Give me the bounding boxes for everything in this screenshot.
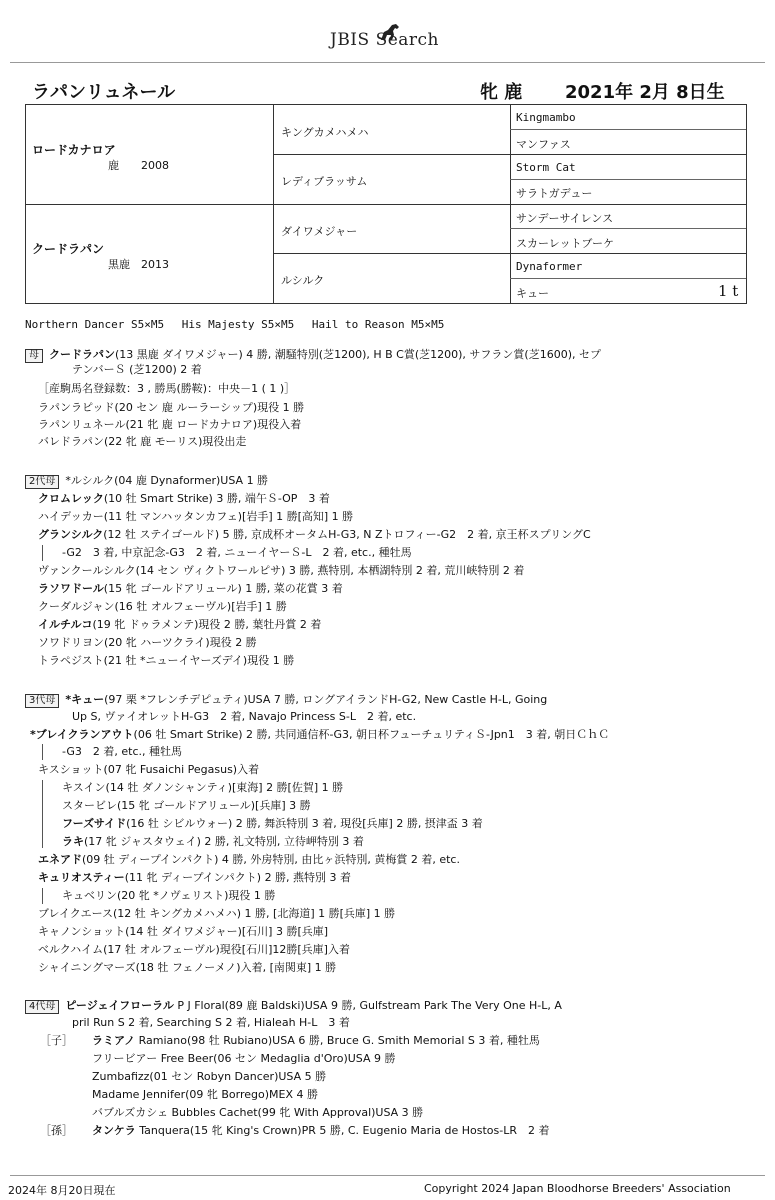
indent-bar	[42, 545, 43, 561]
g4dam-head	[25, 999, 562, 1014]
ggdam-line-text: -G3 2 着, etc., 種牡馬	[62, 745, 183, 758]
g4dam-head-text: P J Floral(89 鹿 Baldski)USA 9 勝, Gulfstream Park The Very One H-L, A	[173, 999, 562, 1012]
gdam-line-text: (12 牡 ステイゴールド) 5 勝, 京成杯オータムH-G3, N Zトロフィー-G2 2 着, 京王杯スプリングC	[103, 528, 591, 541]
gdam-line-text: (15 牝 ゴールドアリュール) 1 勝, 菜の花賞 3 着	[103, 582, 343, 595]
g4dam-line[interactable]	[92, 1088, 318, 1102]
dam-produce-summary: ［産駒馬名登録数：3 , 勝馬(勝鞍)：中央－1 ( 1 )］	[38, 382, 296, 395]
produce-2[interactable]: ラパンリュネール(21 牝 鹿 ロードカナロア)現役入着	[38, 418, 302, 431]
gdam-line[interactable]	[38, 654, 294, 668]
inbreeding-line: Northern Dancer S5×M5 His Majesty S5×M5 Hail to Reason M5×M5	[25, 318, 445, 331]
ggdam-line-bold: エネアド	[38, 853, 82, 866]
ggdam-head-2: Up S, ヴァイオレットH-G3 2 着, Navajo Princess S-L 2 着, etc.	[72, 710, 417, 723]
family-number: 1 t	[718, 282, 739, 300]
ggdam-line-text: シャイニングマーズ(18 牡 フェノーメノ)入着, [南関東] 1 勝	[38, 961, 337, 974]
indent-bar	[42, 780, 43, 848]
sire-name[interactable]: ロードカナロア	[32, 143, 116, 157]
dam-line-1	[25, 348, 601, 363]
g4dam-line[interactable]	[92, 1070, 326, 1084]
ggdam-line[interactable]	[62, 745, 182, 759]
ggdam-line-text: (11 牝 ディープインパクト) 2 勝, 燕特別 3 着	[124, 871, 352, 884]
ggp-4[interactable]: サラトガデュー	[516, 187, 593, 200]
as-of-date: 2024年 8月20日現在	[8, 1184, 116, 1197]
ggdam-line-bold: ラキ	[62, 835, 84, 848]
g4dam-line-bold: ラミアノ	[92, 1034, 136, 1047]
dam-name[interactable]: クードラパン	[32, 242, 105, 256]
dam-dam[interactable]: ルシルク	[281, 274, 325, 287]
gdam-head	[25, 474, 268, 489]
gdam-line[interactable]	[38, 528, 591, 542]
logo-text: JBIS Search	[330, 30, 440, 50]
horse-name: ラパンリュネール	[32, 82, 176, 103]
gdam-line-text: (10 牡 Smart Strike) 3 勝, 端午Ｓ-OP 3 着	[103, 492, 330, 505]
footer-divider	[10, 1175, 765, 1176]
g4dam-line-text: Ramiano(98 牡 Rubiano)USA 6 勝, Bruce G. Smith Memorial S 3 着, 種牡馬	[135, 1034, 540, 1047]
copyright: Copyright 2024 Japan Bloodhorse Breeders' Association	[424, 1182, 731, 1195]
gdam-line[interactable]	[62, 546, 412, 560]
gdam-line-text: ヴァンクールシルク(14 セン ヴィクトワールピサ) 3 勝, 燕特別, 本栖湖特別 2 着, 荒川峡特別 2 着	[38, 564, 525, 577]
ggdam-line[interactable]	[38, 943, 350, 957]
g4dam-line-text: Tanquera(15 牝 King's Crown)PR 5 勝, C. Eugenio Maria de Hostos-LR 2 着	[135, 1124, 550, 1137]
ggdam-line[interactable]	[38, 925, 328, 939]
sex-color: 牝 鹿	[480, 82, 523, 103]
ggdam-line-text: キスショット(07 牝 Fusaichi Pegasus)入着	[38, 763, 260, 776]
g4dam-line-text: バブルズカシェ Bubbles Cachet(99 牝 With Approval)USA 3 勝	[92, 1106, 424, 1119]
gdam-line-text: ソワドリヨン(20 牝 ハーツクライ)現役 2 勝	[38, 636, 257, 649]
pedigree-table	[25, 104, 747, 304]
ggdam-line-text: キスイン(14 牡 ダノンシャンティ)[東海] 2 勝[佐賀] 1 勝	[62, 781, 344, 794]
indent-bar	[42, 888, 43, 904]
ggdam-line-text: ベルクハイム(17 牡 オルフェーヴル)現役[石川]12勝[兵庫]入着	[38, 943, 350, 956]
gdam-line-text: ハイデッカー(11 牡 マンハッタンカフェ)[岩手] 1 勝[高知] 1 勝	[38, 510, 354, 523]
gdam-line[interactable]	[38, 600, 287, 614]
ggp-8[interactable]: キュー	[516, 287, 549, 300]
ggdam-tag: 3代母	[25, 694, 59, 708]
ggdam-line-text: (16 牡 シビルウォー) 2 勝, 舞浜特別 3 着, 現役[兵庫] 2 勝, 摂津盃 3 着	[126, 817, 483, 830]
g4dam-line-text: Zumbafizz(01 セン Robyn Dancer)USA 5 勝	[92, 1070, 327, 1083]
ggdam-line[interactable]	[38, 871, 351, 885]
ggdam-line-text: ブレイクエース(12 牡 キングカメハメハ) 1 勝, [北海道] 1 勝[兵庫] 1 勝	[38, 907, 396, 920]
ggdam-line[interactable]	[38, 961, 336, 975]
gdam-head-text[interactable]: *ルシルク(04 鹿 Dynaformer)USA 1 勝	[65, 474, 269, 487]
ggp-1[interactable]: Kingmambo	[516, 111, 576, 124]
ggdam-line-text: キュベリン(20 牝 *ノヴェリスト)現役 1 勝	[62, 889, 276, 902]
ggdam-line-bold: *ブレイクランアウト	[30, 728, 134, 741]
gdam-line-bold: イルチルコ	[38, 618, 93, 631]
gdam-line-bold: クロムレック	[38, 492, 104, 505]
gdam-line-bold: ラソワドール	[38, 582, 104, 595]
g4dam-line[interactable]	[92, 1124, 549, 1138]
g4dam-head-2: pril Run S 2 着, Searching S 2 着, Hialeah H-L 3 着	[72, 1016, 350, 1029]
ggdam-line[interactable]	[38, 907, 395, 921]
sire-sire[interactable]: キングカメハメハ	[281, 126, 369, 139]
ggdam-line-bold: フーズサイド	[62, 817, 127, 830]
g4dam-line-text: フリービアー Free Beer(06 セン Medaglia d'Oro)USA 9 勝	[92, 1052, 396, 1065]
dam-section-name[interactable]: クードラパン	[49, 348, 115, 361]
gdam-line[interactable]	[38, 618, 321, 632]
ggdam-line-text: スタービレ(15 牝 ゴールドアリュール)[兵庫] 3 勝	[62, 799, 311, 812]
g4dam-line[interactable]	[92, 1106, 423, 1120]
ggdam-head	[25, 693, 547, 708]
gdam-line-text: クーダルジャン(16 牡 オルフェーヴル)[岩手] 1 勝	[38, 600, 287, 613]
ggdam-line[interactable]	[38, 853, 460, 867]
gdam-line-text: -G2 3 着, 中京記念-G3 2 着, ニューイヤーＳ-L 2 着, etc., 種牡馬	[62, 546, 412, 559]
produce-3[interactable]: バレドラパン(22 牝 鹿 モーリス)現役出走	[38, 435, 247, 448]
jbis-logo[interactable]	[330, 22, 470, 56]
sire-dam[interactable]: レディブラッサム	[281, 175, 368, 188]
ggdam-line-text: (09 牡 ディープインパクト) 4 勝, 外房特別, 由比ヶ浜特別, 黄梅賞 2 着, etc.	[82, 853, 460, 866]
gdam-line-text: (19 牝 ドゥラメンテ)現役 2 勝, 葉牡丹賞 2 着	[92, 618, 322, 631]
gdam-line[interactable]	[38, 582, 343, 596]
ggdam-line-text: (17 牝 ジャスタウェイ) 2 勝, 礼文特別, 立待岬特別 3 着	[84, 835, 364, 848]
g4dam-line-bold: タンケラ	[92, 1124, 136, 1137]
g4dam-tag: 4代母	[25, 1000, 59, 1014]
gdam-line-bold: グランシルク	[38, 528, 104, 541]
g4dam-name[interactable]: ピージェイフローラル	[65, 999, 174, 1012]
ggp-6[interactable]: スカーレットブーケ	[516, 237, 615, 250]
ggdam-line[interactable]	[62, 835, 364, 849]
ggp-2[interactable]: マンファス	[516, 138, 571, 151]
g4dam-line-text: Madame Jennifer(09 牝 Borrego)MEX 4 勝	[92, 1088, 319, 1101]
g4dam-line[interactable]	[92, 1034, 540, 1048]
dam-line-1-text: (13 黒鹿 ダイワメジャー) 4 勝, 潮騒特別(芝1200), H B C賞(芝1200), サフラン賞(芝1600), セプ	[115, 348, 601, 361]
sire-info: 鹿 2008	[108, 159, 169, 172]
child-label: ［子］	[40, 1034, 73, 1047]
gdam-line[interactable]	[38, 636, 257, 650]
gdam-tag: 2代母	[25, 475, 59, 489]
ggdam-line[interactable]	[62, 817, 483, 831]
indent-bar	[42, 744, 43, 760]
ggp-5[interactable]: サンデーサイレンス	[516, 212, 614, 225]
ggdam-line-text: (06 牡 Smart Strike) 2 勝, 共同通信杯-G3, 朝日杯フューチュリティＳ-Jpn1 3 着, 朝日ＣｈＣ	[133, 728, 610, 741]
ggp-3[interactable]: Storm Cat	[516, 161, 576, 174]
produce-1[interactable]: ラパンラピッド(20 セン 鹿 ルーラーシップ)現役 1 勝	[38, 401, 305, 414]
ggdam-line[interactable]	[62, 781, 343, 795]
gdam-line[interactable]	[38, 564, 524, 578]
gdam-line-text: トラペジスト(21 牡 *ニューイヤーズデイ)現役 1 勝	[38, 654, 295, 667]
dam-info: 黒鹿 2013	[108, 258, 169, 271]
gdam-line[interactable]	[38, 492, 330, 506]
birth-date: 2021年 2月 8日生	[565, 82, 725, 103]
ggdam-line-bold: キュリオスティー	[38, 871, 125, 884]
g4dam-line[interactable]	[92, 1052, 396, 1066]
ggp-7[interactable]: Dynaformer	[516, 260, 583, 273]
gdam-line[interactable]	[38, 510, 353, 524]
ggdam-head-text: (97 栗 *フレンチデピュティ)USA 7 勝, ロングアイランドH-G2, New Castle H-L, Going	[104, 693, 548, 706]
ggdam-line[interactable]	[38, 763, 259, 777]
ggdam-line-text: キャノンショット(14 牡 ダイワメジャー)[石川] 3 勝[兵庫]	[38, 925, 329, 938]
dam-tag: 母	[25, 349, 43, 363]
dam-sire[interactable]: ダイワメジャー	[281, 225, 358, 238]
dam-line-2: テンバーＳ (芝1200) 2 着	[72, 363, 202, 376]
ggdam-line[interactable]	[62, 889, 275, 903]
ggdam-line[interactable]	[30, 728, 609, 742]
grandchild-label: ［孫］	[40, 1124, 73, 1137]
ggdam-name[interactable]: *キュー	[65, 693, 105, 706]
ggdam-line[interactable]	[62, 799, 311, 813]
header-divider	[10, 62, 765, 63]
